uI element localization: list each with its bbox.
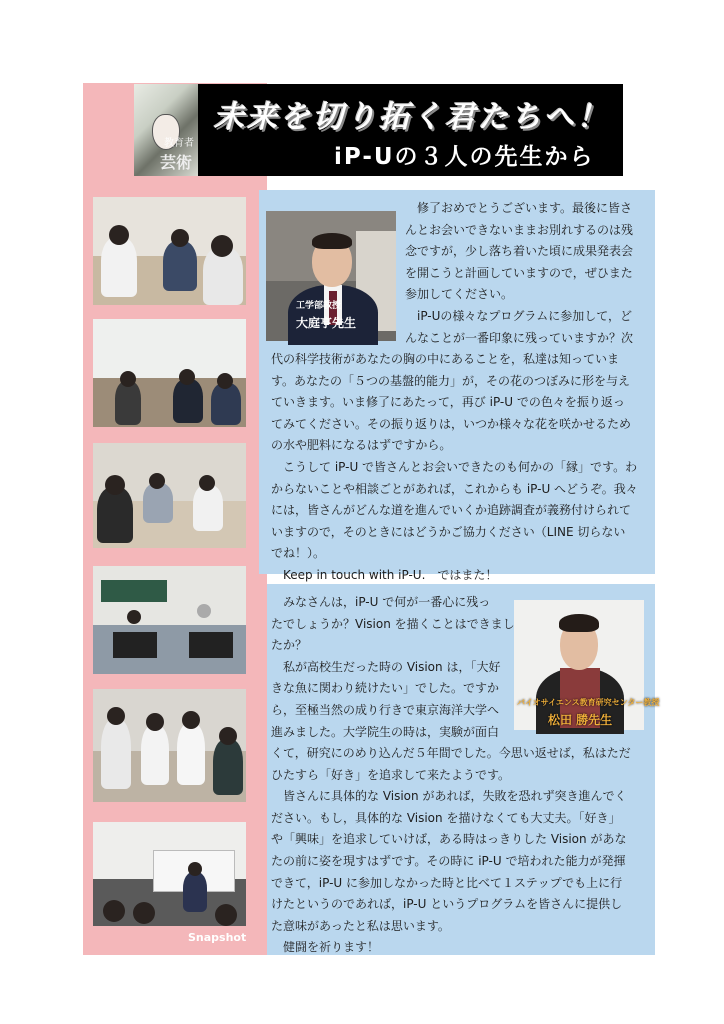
classroom-photo-5 xyxy=(93,689,246,802)
teacher2-portrait xyxy=(514,600,660,730)
manga-cover-image xyxy=(134,84,198,176)
teacher2-paragraph-2: くて，研究にのめり込んだ５年間でした。今思い返せば，私はただ ひたすら「好き」を追求して来たようです。 皆さんに具体的な Vision があれば，失敗を恐れず突き進んでく ださい。もし，具体的な Vision を描けなくても大丈夫。「好き」 や「興味」を追求していけば，ある時はっきりした Vision があな たの前に姿を現すはずです。その時に iP-U で培われた能力が発揮 できて，iP-U に参加しなかった時と比べて１ステップでも上に行 けたというのであれば，iP-U というプログラムを皆さんに提供し た意味があったと私は思います。 健闘を祈ります！ xyxy=(271,746,631,955)
teacher2-role: バイオサイエンス教育研究センター教授 xyxy=(517,698,660,707)
teacher2-paragraph-1: みなさんは，iP-U で何が一番心に残っ たでしょうか？Vision を描くことはできまし たか？ 私が高校生だった時の Vision は，「大好 きな魚に関わり続けたい」でした。ですか ら，至極当然の成り行きで東京海洋大学へ 進みました。大学院生の時は，実験が面白 xyxy=(271,595,515,739)
classroom-photo-4 xyxy=(93,566,246,674)
manga-cover-title: 芸術 xyxy=(160,153,193,172)
teacher1-paragraph-1: 修了おめでとうございます。最後に皆さ んとお会いできないままお別れするのは残 念ですが，少し落ち着いた頃に成果発表会 を開こうと計画していますので，ぜひまた 参加してください。 xyxy=(405,201,634,302)
classroom-photo-2 xyxy=(93,319,246,427)
classroom-photo-6 xyxy=(93,822,246,926)
teacher2-name: 松田 勝先生 xyxy=(548,713,613,727)
header-banner xyxy=(134,84,623,176)
snapshot-caption: Snapshot xyxy=(188,931,247,944)
teacher1-name: 大庭亨先生 xyxy=(296,316,357,330)
teacher1-paragraph-3: 代の科学技術があなたの胸の中にあることを，私達は知っていま す。あなたの「５つの基盤的能力」が，その花のつぼみに形を与え ていきます。いま修了にあたって，再び iP-U での色々を振り返っ てみてください。その振り返りは，いつか様々な花を咲かせるため の水や肥料になるはずですから。 こうして iP-U で皆さんとお会いできたのも何かの「縁」です。わ からないことや相談ごとがあれば，これからも iP-U へどうぞ。我々 には，皆さんがどんな道を進んでいくか追跡調査が義務付けられて いますので，そのときにはどうかご協力ください（LINE 切らない でね！）。 Keep in touch with iP-U. ではまた！ xyxy=(271,352,638,582)
manga-cover-text: 教育者 xyxy=(164,138,194,149)
teacher1-portrait xyxy=(266,211,396,341)
classroom-photo-1 xyxy=(93,197,246,305)
blackboard xyxy=(101,580,167,602)
classroom-photo-3 xyxy=(93,443,246,548)
page-subtitle: iP-Uの３人の先生から xyxy=(334,144,595,170)
page-title: 未来を切り拓く君たちへ！ xyxy=(214,100,610,135)
teacher1-paragraph-2: iP-Uの様々なプログラムに参加して，ど んなことが一番印象に残っていますか？次 xyxy=(405,309,634,345)
teacher1-role: 工学部教授 xyxy=(296,301,342,311)
